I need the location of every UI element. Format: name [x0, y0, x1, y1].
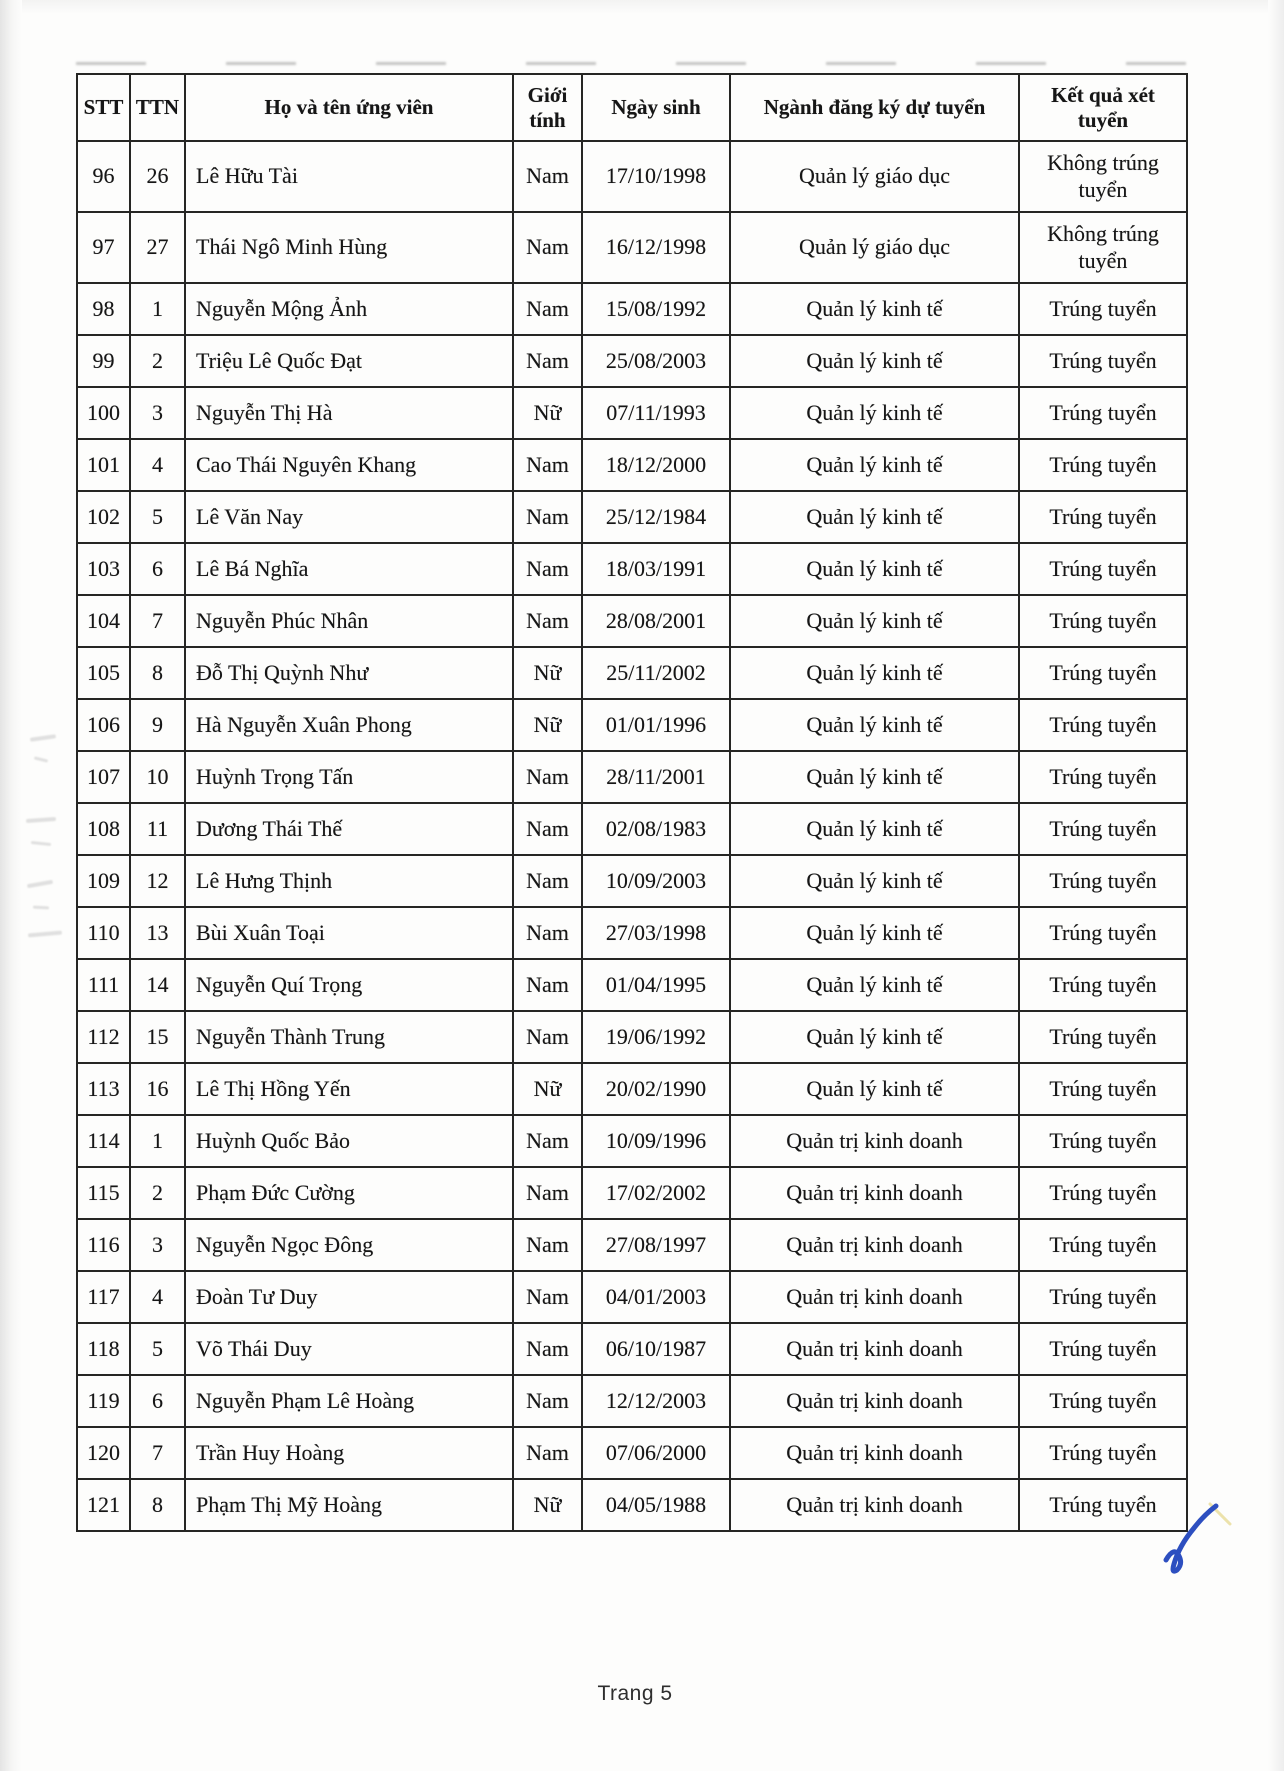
cell-major: Quản lý kinh tế: [730, 907, 1019, 959]
table-row: [77, 439, 1187, 491]
table-row: [77, 1323, 1187, 1375]
cell-stt: 111: [77, 959, 130, 1011]
ink-stroke: [1166, 1506, 1216, 1571]
cell-result: Trúng tuyển: [1019, 699, 1187, 751]
margin-pencil-scribble: [28, 931, 62, 938]
table-row: [77, 1063, 1187, 1115]
cell-gender: Nam: [513, 959, 582, 1011]
cell-gender: Nữ: [513, 1479, 582, 1531]
table-row: [77, 1271, 1187, 1323]
cell-ttn: 15: [130, 1011, 185, 1063]
admission-results-table: [76, 73, 1188, 1532]
cell-major: Quản trị kinh doanh: [730, 1167, 1019, 1219]
cell-gender: Nam: [513, 283, 582, 335]
cell-major: Quản lý kinh tế: [730, 491, 1019, 543]
header-stt: STT: [77, 74, 130, 141]
cell-dob: 02/08/1983: [582, 803, 730, 855]
table-row: [77, 141, 1187, 212]
cell-major: Quản lý kinh tế: [730, 543, 1019, 595]
margin-pencil-scribble: [27, 880, 53, 888]
cell-gender: Nam: [513, 1271, 582, 1323]
cell-dob: 01/01/1996: [582, 699, 730, 751]
cell-dob: 18/12/2000: [582, 439, 730, 491]
cell-gender: Nam: [513, 1375, 582, 1427]
margin-pencil-scribble: [31, 841, 51, 846]
page-edge-right: [1268, 0, 1284, 1771]
cell-ttn: 10: [130, 751, 185, 803]
table-row: [77, 959, 1187, 1011]
cell-name: Huỳnh Trọng Tấn: [185, 751, 513, 803]
cell-gender: Nam: [513, 1115, 582, 1167]
table-header-row: [77, 74, 1187, 141]
cell-dob: 19/06/1992: [582, 1011, 730, 1063]
cell-gender: Nam: [513, 212, 582, 283]
page-edge-left: [0, 0, 22, 1771]
cell-stt: 96: [77, 141, 130, 212]
cell-result: Trúng tuyển: [1019, 439, 1187, 491]
cell-result: Không trúng tuyển: [1019, 212, 1187, 283]
table-row: [77, 595, 1187, 647]
cell-major: Quản trị kinh doanh: [730, 1271, 1019, 1323]
cell-dob: 25/08/2003: [582, 335, 730, 387]
table-row: [77, 1167, 1187, 1219]
cell-name: Đỗ Thị Quỳnh Như: [185, 647, 513, 699]
cell-ttn: 14: [130, 959, 185, 1011]
cell-major: Quản lý giáo dục: [730, 141, 1019, 212]
header-result-label: Kết quả xét tuyển: [1051, 83, 1155, 132]
cell-name: Thái Ngô Minh Hùng: [185, 212, 513, 283]
cell-stt: 118: [77, 1323, 130, 1375]
cell-dob: 16/12/1998: [582, 212, 730, 283]
cell-gender: Nam: [513, 439, 582, 491]
cell-dob: 04/05/1988: [582, 1479, 730, 1531]
cell-gender: Nam: [513, 141, 582, 212]
table-row: [77, 387, 1187, 439]
header-gender: [513, 74, 582, 141]
cell-major: Quản lý kinh tế: [730, 387, 1019, 439]
cell-result: Không trúng tuyển: [1019, 141, 1187, 212]
cell-major: Quản trị kinh doanh: [730, 1479, 1019, 1531]
cell-result: Trúng tuyển: [1019, 1167, 1187, 1219]
cell-major: Quản trị kinh doanh: [730, 1375, 1019, 1427]
cell-result: Trúng tuyển: [1019, 491, 1187, 543]
cell-stt: 100: [77, 387, 130, 439]
cell-dob: 06/10/1987: [582, 1323, 730, 1375]
table-row: [77, 1011, 1187, 1063]
cell-result: Trúng tuyển: [1019, 855, 1187, 907]
cell-gender: Nữ: [513, 1063, 582, 1115]
cell-gender: Nam: [513, 491, 582, 543]
cell-dob: 17/10/1998: [582, 141, 730, 212]
cell-ttn: 3: [130, 387, 185, 439]
cell-name: Lê Thị Hồng Yến: [185, 1063, 513, 1115]
cell-result: Trúng tuyển: [1019, 1063, 1187, 1115]
cell-result: Trúng tuyển: [1019, 335, 1187, 387]
cell-name: Nguyễn Phạm Lê Hoàng: [185, 1375, 513, 1427]
cell-gender: Nam: [513, 1323, 582, 1375]
cell-gender: Nam: [513, 1167, 582, 1219]
cell-stt: 107: [77, 751, 130, 803]
cell-name: Nguyễn Phúc Nhân: [185, 595, 513, 647]
cell-name: Lê Hữu Tài: [185, 141, 513, 212]
cell-name: Huỳnh Quốc Bảo: [185, 1115, 513, 1167]
cell-name: Đoàn Tư Duy: [185, 1271, 513, 1323]
header-dob: Ngày sinh: [582, 74, 730, 141]
cell-ttn: 6: [130, 1375, 185, 1427]
table-row: [77, 647, 1187, 699]
cell-stt: 101: [77, 439, 130, 491]
cell-ttn: 12: [130, 855, 185, 907]
cell-gender: Nam: [513, 751, 582, 803]
cell-gender: Nam: [513, 1427, 582, 1479]
header-ttn: TTN: [130, 74, 185, 141]
header-major: Ngành đăng ký dự tuyển: [730, 74, 1019, 141]
cell-dob: 25/12/1984: [582, 491, 730, 543]
cell-ttn: 5: [130, 491, 185, 543]
cell-result: Trúng tuyển: [1019, 387, 1187, 439]
cell-dob: 28/11/2001: [582, 751, 730, 803]
cell-gender: Nam: [513, 855, 582, 907]
cell-gender: Nam: [513, 907, 582, 959]
cell-result: Trúng tuyển: [1019, 1375, 1187, 1427]
cell-stt: 106: [77, 699, 130, 751]
cell-stt: 109: [77, 855, 130, 907]
cell-stt: 119: [77, 1375, 130, 1427]
cell-stt: 112: [77, 1011, 130, 1063]
cell-stt: 108: [77, 803, 130, 855]
cell-stt: 114: [77, 1115, 130, 1167]
cell-result: Trúng tuyển: [1019, 1427, 1187, 1479]
cell-dob: 07/06/2000: [582, 1427, 730, 1479]
cell-name: Nguyễn Mộng Ảnh: [185, 283, 513, 335]
header-gender-label: Giới tính: [527, 83, 568, 132]
cell-dob: 20/02/1990: [582, 1063, 730, 1115]
cell-result: Trúng tuyển: [1019, 803, 1187, 855]
header-result: [1019, 74, 1187, 141]
cell-major: Quản lý kinh tế: [730, 1011, 1019, 1063]
cell-dob: 10/09/2003: [582, 855, 730, 907]
cell-stt: 120: [77, 1427, 130, 1479]
cell-result: Trúng tuyển: [1019, 1271, 1187, 1323]
cell-stt: 98: [77, 283, 130, 335]
cell-dob: 01/04/1995: [582, 959, 730, 1011]
page-edge-top: [0, 0, 1284, 14]
cell-ttn: 7: [130, 595, 185, 647]
cell-dob: 15/08/1992: [582, 283, 730, 335]
cell-ttn: 26: [130, 141, 185, 212]
scan-artifact-line: [76, 62, 1186, 65]
cell-major: Quản trị kinh doanh: [730, 1115, 1019, 1167]
cell-stt: 113: [77, 1063, 130, 1115]
cell-gender: Nam: [513, 803, 582, 855]
table-row: [77, 1219, 1187, 1271]
cell-name: Phạm Thị Mỹ Hoàng: [185, 1479, 513, 1531]
cell-stt: 104: [77, 595, 130, 647]
cell-ttn: 2: [130, 335, 185, 387]
cell-major: Quản lý kinh tế: [730, 699, 1019, 751]
cell-dob: 28/08/2001: [582, 595, 730, 647]
table-row: [77, 907, 1187, 959]
cell-major: Quản lý kinh tế: [730, 283, 1019, 335]
cell-ttn: 13: [130, 907, 185, 959]
cell-ttn: 8: [130, 1479, 185, 1531]
cell-ttn: 1: [130, 283, 185, 335]
table-row: [77, 803, 1187, 855]
cell-dob: 07/11/1993: [582, 387, 730, 439]
cell-ttn: 2: [130, 1167, 185, 1219]
cell-ttn: 5: [130, 1323, 185, 1375]
cell-ttn: 4: [130, 1271, 185, 1323]
cell-result: Trúng tuyển: [1019, 283, 1187, 335]
cell-result: Trúng tuyển: [1019, 1115, 1187, 1167]
table-row: [77, 1479, 1187, 1531]
cell-major: Quản lý kinh tế: [730, 647, 1019, 699]
cell-name: Võ Thái Duy: [185, 1323, 513, 1375]
cell-name: Cao Thái Nguyên Khang: [185, 439, 513, 491]
cell-gender: Nữ: [513, 647, 582, 699]
cell-result: Trúng tuyển: [1019, 543, 1187, 595]
cell-major: Quản lý kinh tế: [730, 595, 1019, 647]
table-row: [77, 491, 1187, 543]
cell-ttn: 1: [130, 1115, 185, 1167]
cell-ttn: 11: [130, 803, 185, 855]
cell-name: Lê Văn Nay: [185, 491, 513, 543]
cell-stt: 117: [77, 1271, 130, 1323]
table-row: [77, 543, 1187, 595]
cell-ttn: 9: [130, 699, 185, 751]
cell-stt: 102: [77, 491, 130, 543]
cell-name: Trần Huy Hoàng: [185, 1427, 513, 1479]
cell-major: Quản lý kinh tế: [730, 959, 1019, 1011]
table-row: [77, 212, 1187, 283]
cell-dob: 18/03/1991: [582, 543, 730, 595]
cell-stt: 121: [77, 1479, 130, 1531]
cell-ttn: 6: [130, 543, 185, 595]
margin-pencil-scribble: [26, 817, 56, 823]
cell-dob: 25/11/2002: [582, 647, 730, 699]
table-row: [77, 1115, 1187, 1167]
cell-result: Trúng tuyển: [1019, 751, 1187, 803]
table-row: [77, 335, 1187, 387]
cell-stt: 110: [77, 907, 130, 959]
cell-result: Trúng tuyển: [1019, 1323, 1187, 1375]
cell-dob: 27/03/1998: [582, 907, 730, 959]
pen-checkmark-annotation: [1158, 1498, 1238, 1590]
cell-name: Nguyễn Ngọc Đông: [185, 1219, 513, 1271]
margin-pencil-scribble: [30, 734, 56, 742]
cell-ttn: 8: [130, 647, 185, 699]
cell-major: Quản lý kinh tế: [730, 1063, 1019, 1115]
cell-ttn: 4: [130, 439, 185, 491]
cell-name: Lê Bá Nghĩa: [185, 543, 513, 595]
cell-name: Nguyễn Quí Trọng: [185, 959, 513, 1011]
table-row: [77, 699, 1187, 751]
cell-name: Hà Nguyễn Xuân Phong: [185, 699, 513, 751]
table-row: [77, 283, 1187, 335]
page-number: Trang 5: [597, 1682, 673, 1705]
cell-name: Dương Thái Thế: [185, 803, 513, 855]
cell-gender: Nữ: [513, 387, 582, 439]
table-row: [77, 1427, 1187, 1479]
cell-result: Trúng tuyển: [1019, 647, 1187, 699]
cell-ttn: 16: [130, 1063, 185, 1115]
cell-gender: Nam: [513, 1219, 582, 1271]
cell-dob: 17/02/2002: [582, 1167, 730, 1219]
cell-major: Quản lý kinh tế: [730, 439, 1019, 491]
cell-major: Quản lý giáo dục: [730, 212, 1019, 283]
cell-stt: 105: [77, 647, 130, 699]
cell-result: Trúng tuyển: [1019, 1479, 1187, 1531]
cell-name: Phạm Đức Cường: [185, 1167, 513, 1219]
cell-dob: 12/12/2003: [582, 1375, 730, 1427]
margin-pencil-scribble: [34, 756, 48, 762]
cell-major: Quản lý kinh tế: [730, 855, 1019, 907]
cell-name: Nguyễn Thành Trung: [185, 1011, 513, 1063]
cell-ttn: 27: [130, 212, 185, 283]
cell-major: Quản lý kinh tế: [730, 335, 1019, 387]
cell-ttn: 3: [130, 1219, 185, 1271]
margin-pencil-scribble: [33, 906, 49, 910]
cell-name: Bùi Xuân Toại: [185, 907, 513, 959]
cell-result: Trúng tuyển: [1019, 1219, 1187, 1271]
cell-result: Trúng tuyển: [1019, 1011, 1187, 1063]
cell-stt: 116: [77, 1219, 130, 1271]
cell-gender: Nữ: [513, 699, 582, 751]
table-row: [77, 855, 1187, 907]
cell-dob: 10/09/1996: [582, 1115, 730, 1167]
cell-name: Lê Hưng Thịnh: [185, 855, 513, 907]
cell-ttn: 7: [130, 1427, 185, 1479]
cell-major: Quản trị kinh doanh: [730, 1427, 1019, 1479]
cell-stt: 99: [77, 335, 130, 387]
cell-gender: Nam: [513, 595, 582, 647]
cell-dob: 27/08/1997: [582, 1219, 730, 1271]
cell-stt: 115: [77, 1167, 130, 1219]
cell-major: Quản trị kinh doanh: [730, 1219, 1019, 1271]
cell-gender: Nam: [513, 1011, 582, 1063]
cell-major: Quản lý kinh tế: [730, 751, 1019, 803]
cell-major: Quản lý kinh tế: [730, 803, 1019, 855]
table-row: [77, 751, 1187, 803]
cell-result: Trúng tuyển: [1019, 907, 1187, 959]
cell-major: Quản trị kinh doanh: [730, 1323, 1019, 1375]
cell-name: Triệu Lê Quốc Đạt: [185, 335, 513, 387]
cell-result: Trúng tuyển: [1019, 595, 1187, 647]
cell-gender: Nam: [513, 543, 582, 595]
cell-dob: 04/01/2003: [582, 1271, 730, 1323]
table-row: [77, 1375, 1187, 1427]
cell-result: Trúng tuyển: [1019, 959, 1187, 1011]
cell-name: Nguyễn Thị Hà: [185, 387, 513, 439]
cell-gender: Nam: [513, 335, 582, 387]
cell-stt: 97: [77, 212, 130, 283]
cell-stt: 103: [77, 543, 130, 595]
header-name: Họ và tên ứng viên: [185, 74, 513, 141]
